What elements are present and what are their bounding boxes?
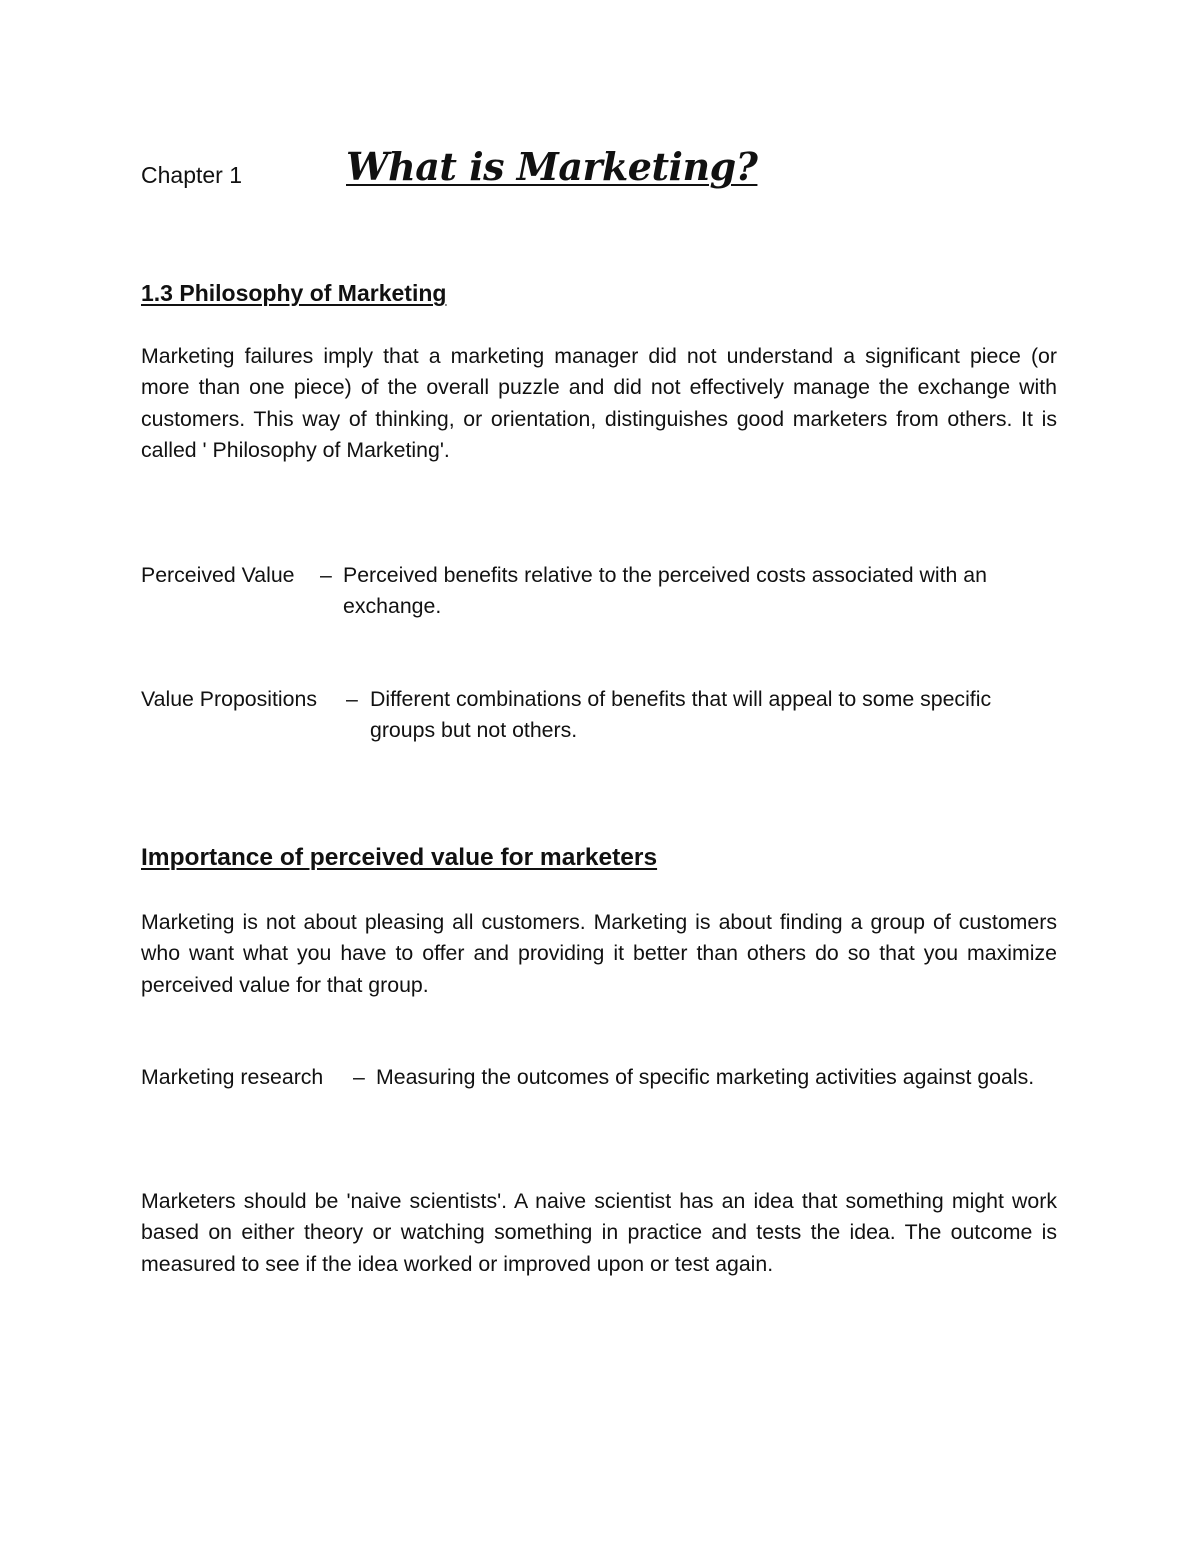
definition-term: Value Propositions	[141, 687, 318, 711]
chapter-title: What is Marketing?	[346, 144, 758, 189]
section-heading-importance: Importance of perceived value for marketers	[141, 844, 658, 871]
philosophy-paragraph: Marketing failures imply that a marketing manager did not understand a significant piece (or more than one piece) of the overall puzzle and did not effectively manage the exchange with customers. This way of thinking, or orientation, distinguishes good marketers from others. It is called ' Philosophy of Marketing'.	[141, 344, 1057, 462]
definition-dash: –	[353, 1065, 365, 1089]
definition-dash: –	[346, 687, 358, 711]
closing-paragraph: Marketers should be 'naive scientists'. A naive scientist has an idea that something might work based on either theory or watching something in practice and tests the idea. The outcome is measured to see if the idea worked or improved upon or test again.	[141, 1189, 1057, 1276]
chapter-label: Chapter 1	[141, 162, 243, 188]
definition-text: Measuring the outcomes of specific marketing activities against goals.	[376, 1065, 1035, 1089]
definition-text: Perceived benefits relative to the perceived costs associated with an exchange.	[343, 563, 987, 619]
definition-text: Different combinations of benefits that will appeal to some specific groups but not others.	[370, 687, 992, 743]
definition-dash: –	[320, 563, 332, 587]
definition-term: Perceived Value	[141, 563, 295, 587]
section-heading-philosophy: 1.3 Philosophy of Marketing	[141, 280, 447, 306]
definition-term: Marketing research	[141, 1065, 324, 1089]
importance-paragraph: Marketing is not about pleasing all customers. Marketing is about finding a group of customers who want what you have to offer and providing it better than others do so that you maximize perceived value for that group.	[141, 910, 1057, 997]
